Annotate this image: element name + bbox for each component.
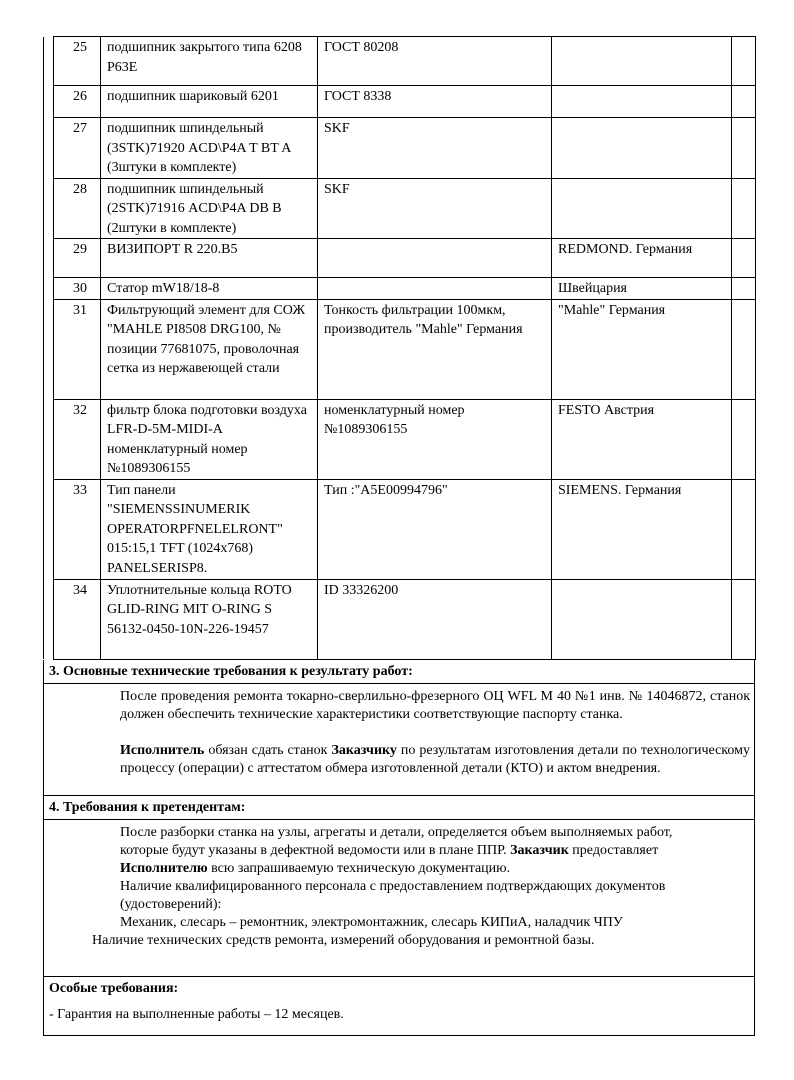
item-manufacturer (552, 37, 732, 86)
row-extra (732, 278, 756, 300)
row-number: 33 (54, 479, 101, 579)
table-row (44, 118, 756, 179)
item-name: подшипник шпиндельный (3STK)71920 ACD\P4A T BT A (3штуки в комплекте) (101, 118, 318, 179)
row-spacer (44, 579, 54, 659)
row-spacer (44, 86, 54, 118)
table-row (44, 239, 756, 278)
section-4-body (44, 820, 754, 976)
row-spacer (44, 299, 54, 399)
customer-term: Заказчик (510, 842, 569, 858)
row-spacer (44, 239, 54, 278)
item-spec: ГОСТ 80208 (318, 37, 552, 86)
item-manufacturer (552, 579, 732, 659)
item-name: Статор mW18/18-8 (101, 278, 318, 300)
item-manufacturer (552, 86, 732, 118)
item-name: ВИЗИПОРТ R 220.B5 (101, 239, 318, 278)
special-requirements-body (44, 1000, 754, 1035)
items-table (43, 36, 756, 660)
item-spec: номенклатурный номер №1089306155 (318, 399, 552, 479)
table-row (44, 278, 756, 300)
table-row (44, 399, 756, 479)
item-name: Тип панели "SIEMENSSINUMERIK OPERATORPFNELELRONT" 015:15,1 TFT (1024x768) PANELSERISP8. (101, 479, 318, 579)
item-spec: ID 33326200 (318, 579, 552, 659)
table-row (44, 37, 756, 86)
row-number: 34 (54, 579, 101, 659)
section-4 (43, 796, 755, 977)
section-3-paragraph-2: Исполнитель обязан сдать станок Заказчику по результатам изготовления детали по технологическому процессу (операции) с аттестатом обмера изготовленной детали (КТО) и актом внедрения. (120, 742, 750, 776)
item-manufacturer: REDMOND. Германия (552, 239, 732, 278)
section-3-paragraph-1: После проведения ремонта токарно-сверлильно-фрезерного ОЦ WFL M 40 №1 инв. № 14046872, станок должен обеспечить технические характеристики соответствующие паспорту станка. (120, 688, 750, 722)
section-4-paragraph-2: Наличие квалифицированного персонала с предоставлением подтверждающих документов (удостоверений): (120, 878, 666, 912)
executor-term: Исполнитель (120, 742, 205, 758)
row-number: 26 (54, 86, 101, 118)
row-spacer (44, 37, 54, 86)
row-spacer (44, 399, 54, 479)
item-manufacturer: Швейцария (552, 278, 732, 300)
document-page (43, 36, 755, 1036)
row-extra (732, 118, 756, 179)
row-number: 29 (54, 239, 101, 278)
item-manufacturer: FESTO Австрия (552, 399, 732, 479)
row-spacer (44, 178, 54, 239)
row-extra (732, 178, 756, 239)
executor-term: Исполнителю (120, 860, 208, 876)
item-name: Уплотнительные кольца ROTO GLID-RING MIT O-RING S 56132-0450-10N-226-19457 (101, 579, 318, 659)
items-table-body (44, 37, 756, 660)
row-number: 31 (54, 299, 101, 399)
row-extra (732, 86, 756, 118)
row-number: 25 (54, 37, 101, 86)
row-number: 28 (54, 178, 101, 239)
row-extra (732, 579, 756, 659)
row-extra (732, 239, 756, 278)
item-spec: ГОСТ 8338 (318, 86, 552, 118)
special-requirements-title: Особые требования: (49, 980, 179, 996)
item-spec: Тонкость фильтрации 100мкм, производитель "Mahle" Германия (318, 299, 552, 399)
item-name: подшипник закрытого типа 6208 Р63Е (101, 37, 318, 86)
item-manufacturer (552, 118, 732, 179)
table-row (44, 178, 756, 239)
item-manufacturer: "Mahle" Германия (552, 299, 732, 399)
item-spec: SKF (318, 118, 552, 179)
table-row (44, 86, 756, 118)
customer-term: Заказчику (331, 742, 397, 758)
item-name: подшипник шпиндельный (2STK)71916 ACD\P4A DB B (2штуки в комплекте) (101, 178, 318, 239)
section-4-paragraph-1: После разборки станка на узлы, агрегаты и детали, определяется объем выполняемых работ, которые будут указаны в дефектной ведомости или в плане ППР. Заказчик предоставляет Исполнителю всю запрашиваемую техническую документацию. (120, 824, 673, 876)
section-4-paragraph-4: Наличие технических средств ремонта, измерений оборудования и ремонтной базы. (92, 932, 595, 948)
section-3-title: 3. Основные технические требования к результату работ: (44, 660, 754, 684)
table-row (44, 299, 756, 399)
item-name: Фильтрующий элемент для СОЖ "MAHLE PI8508 DRG100, № позиции 77681075, проволочная сетка из нержавеющей стали (101, 299, 318, 399)
item-name: фильтр блока подготовки воздуха LFR-D-5M-MIDI-A номенклатурный номер №1089306155 (101, 399, 318, 479)
row-number: 32 (54, 399, 101, 479)
section-3 (43, 660, 755, 796)
row-spacer (44, 118, 54, 179)
item-spec: Тип :"A5E00994796" (318, 479, 552, 579)
table-row (44, 579, 756, 659)
section-3-body (44, 684, 754, 795)
item-manufacturer (552, 178, 732, 239)
row-extra (732, 479, 756, 579)
row-extra (732, 37, 756, 86)
special-requirements (43, 977, 755, 1036)
row-number: 30 (54, 278, 101, 300)
row-number: 27 (54, 118, 101, 179)
item-manufacturer: SIEMENS. Германия (552, 479, 732, 579)
row-spacer (44, 479, 54, 579)
section-4-paragraph-3: Механик, слесарь – ремонтник, электромонтажник, слесарь КИПиА, наладчик ЧПУ (120, 914, 623, 930)
item-spec: SKF (318, 178, 552, 239)
section-4-title: 4. Требования к претендентам: (44, 796, 754, 820)
item-spec (318, 239, 552, 278)
table-row (44, 479, 756, 579)
warranty-text: - Гарантия на выполненные работы – 12 месяцев. (49, 1006, 344, 1022)
row-extra (732, 299, 756, 399)
item-spec (318, 278, 552, 300)
row-spacer (44, 278, 54, 300)
item-name: подшипник шариковый 6201 (101, 86, 318, 118)
row-extra (732, 399, 756, 479)
